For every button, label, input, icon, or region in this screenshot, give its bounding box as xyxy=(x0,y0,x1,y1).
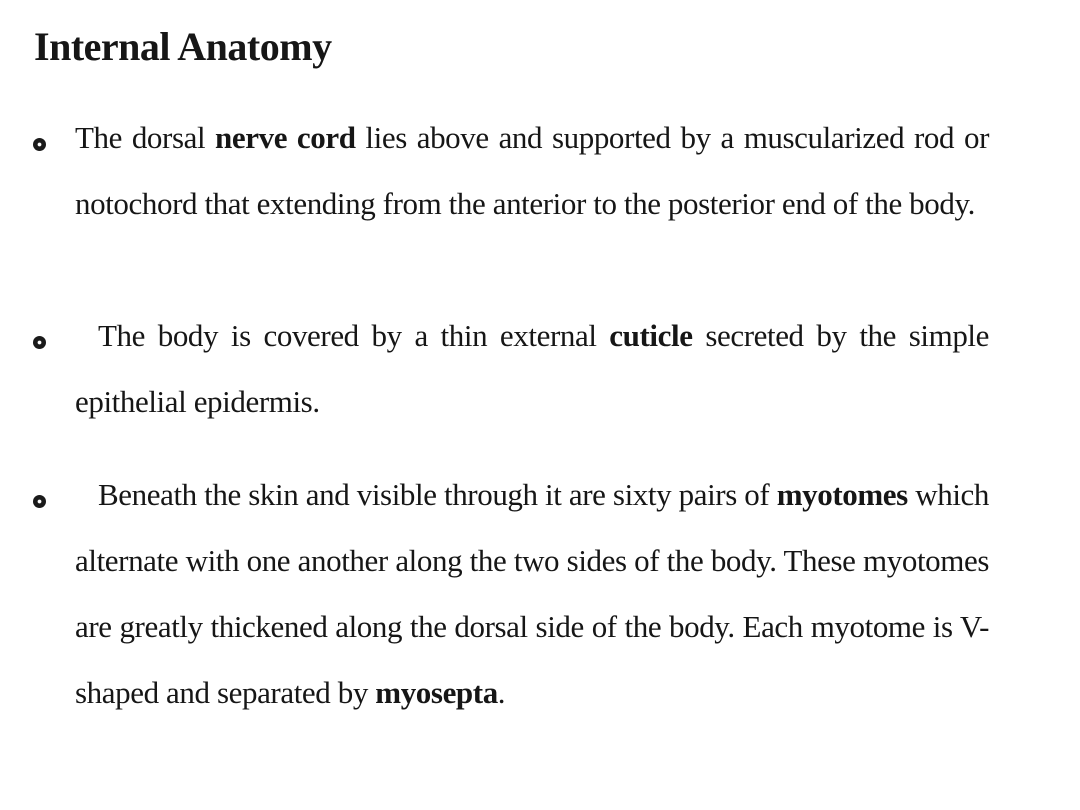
text-segment: Beneath the skin and visible through it are sixty pairs of xyxy=(98,477,777,512)
text-segment: lies above and supported by a muscularized rod or notochord that extending from the anterior to the posterior end of the body. xyxy=(75,120,990,221)
bold-term: myotomes xyxy=(776,477,908,512)
bold-term: myosepta xyxy=(375,675,498,710)
bullet-dot-icon xyxy=(33,336,46,349)
text-segment: secreted by the simple epithelial epidermis. xyxy=(75,318,990,419)
bullet-text xyxy=(75,105,989,237)
bullet-text xyxy=(75,303,989,435)
text-segment: which alternate with one another along the two sides of the body. These myotomes are greatly thickened along the dorsal side of the body. Each myotome is V-shaped and separated by xyxy=(75,477,989,710)
page-title: Internal Anatomy xyxy=(34,24,332,69)
bullet-dot-icon xyxy=(33,495,46,508)
bold-term: nerve cord xyxy=(215,120,356,155)
bullet-dot-icon xyxy=(33,138,46,151)
text-segment: The body is covered by a thin external xyxy=(98,318,610,353)
text-segment: . xyxy=(497,675,506,710)
bold-term: cuticle xyxy=(609,318,693,353)
bullet-text xyxy=(75,462,989,726)
text-segment: The dorsal xyxy=(75,120,216,155)
